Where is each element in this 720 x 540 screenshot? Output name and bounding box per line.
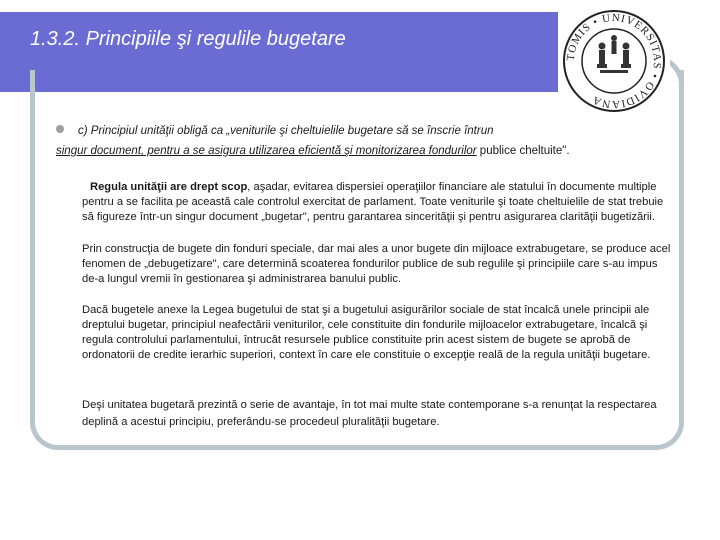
continuation-text: publice cheltuite". xyxy=(476,145,570,157)
paragraph-3: Dacă bugetele anexe la Legea bugetului de stat şi a bugetului asigurărilor sociale de stat încalcă unele principii ale dreptului bugetar, principiul neafectării veniturilor, cele constituite din fondurile mijloacelor extrabugetare, încalcă şi regula controlului parlamentului, întrucât resursele publice constituite prin acest sistem de bugete se aprobă de ordonatorii de credite ierarhic superiori, context în care ele constituie o excepţie reală de la regula unităţii bugetare. xyxy=(82,304,651,361)
paragraph-1 xyxy=(82,180,672,225)
seal-text: TOMIS • UNIVERSITAS • OVIDIANA xyxy=(564,11,664,111)
paragraph-4: Deşi unitatea bugetară prezintă o serie de avantaje, în tot mai multe state contemporane s-a renunţat la respectarea deplină a acestui principiu, preferându-se procedeul pluralităţii bugetare. xyxy=(82,399,657,428)
bullet-icon xyxy=(56,125,64,133)
paragraph-1-lead: Regula unităţii are drept scop xyxy=(90,181,248,193)
university-seal-icon xyxy=(558,8,670,114)
bullet-continuation xyxy=(56,145,570,157)
slide-title: 1.3.2. Principiile şi regulile bugetare xyxy=(30,28,346,50)
underlined-text: singur document, pentru a se asigura utilizarea eficientă şi monitorizarea fondurilor xyxy=(56,145,477,157)
bullet-text: c) Principiul unităţii obligă ca „veniturile şi cheltuielile bugetare să se înscrie întrun xyxy=(78,125,494,137)
bullet-item xyxy=(56,125,493,137)
paragraph-1-body: , aşadar, evitarea dispersiei operaţiilor financiare ale statului în documente multiple pentru a se facilita pe această cale controlul exercitat de parlament. Toate veniturile şi toate cheltuielile de stat trebuie să figureze într-un singur document „bugetar", pentru garantarea sincerităţii şi pentru asigurarea clarităţii bugetizării. xyxy=(82,181,664,223)
paragraph-2: Prin construcţia de bugete din fonduri speciale, dar mai ales a unor bugete din mijloace extrabugetare, se produce acel fenomen de „debugetizare", care determină scoaterea fondurilor publice de sub regulile şi principiile care s-au impus de-a lungul vremii în gestionarea şi administrarea banului public. xyxy=(82,243,671,285)
